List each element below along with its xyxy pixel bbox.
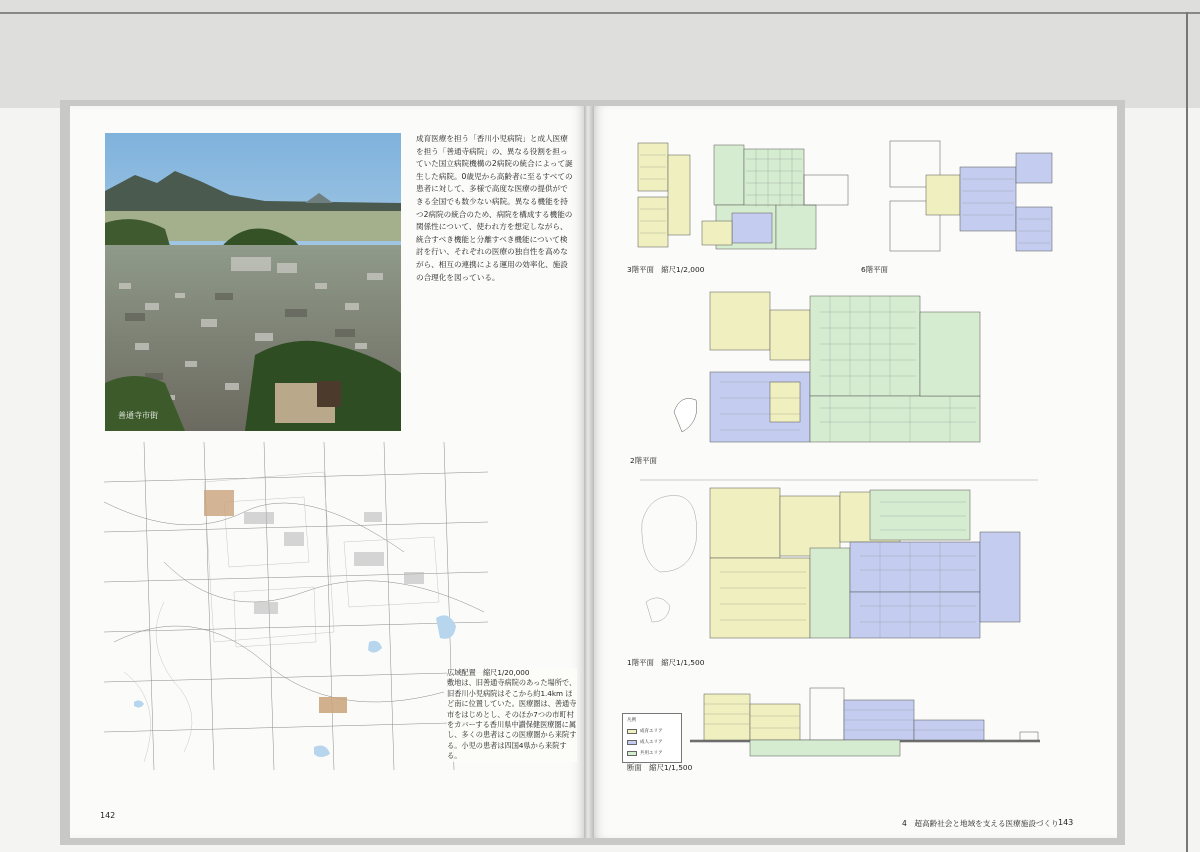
area-map xyxy=(104,442,488,770)
map-title: 広域配置 縮尺1/20,000 xyxy=(447,668,530,677)
first-floor-plan xyxy=(640,472,1038,652)
plan-label-6f: 6階平面 xyxy=(861,265,888,274)
map-note xyxy=(447,668,577,762)
legend-item-adult: 成人エリア xyxy=(627,739,663,745)
legend-item-shared: 共用エリア xyxy=(627,750,663,756)
scanner-edge-line-vertical xyxy=(1186,12,1188,852)
page-number-right: 143 xyxy=(1058,818,1074,827)
plan-label-2f: 2階平面 xyxy=(630,456,657,465)
aerial-photo xyxy=(105,133,401,431)
book-gutter xyxy=(584,106,594,838)
plan-label-3f: 3階平面 縮尺1/2,000 xyxy=(627,265,705,274)
legend-title: 凡例 xyxy=(627,718,636,723)
photo-caption: 善通寺市街 xyxy=(118,411,158,420)
plan-label-section: 断面 縮尺1/1,500 xyxy=(627,763,693,772)
building-section xyxy=(690,680,1040,762)
third-floor-plan xyxy=(636,135,852,257)
legend-item-child: 成育エリア xyxy=(627,728,663,734)
page-number-left: 142 xyxy=(100,811,116,820)
sixth-floor-plan xyxy=(886,135,1058,257)
legend-swatch-shared xyxy=(627,751,637,756)
map-description: 敷地は、旧善通寺病院のあった場所で、旧香川小児病院はそこから約1.4km ほど南に位置していた。医療圏は、善通寺市をはじめとし、そのほか7つの市町村をカバーする香川県中讃保健医療圏に属し、多くの患者はこの医療圏から来院する。小児の患者は四国4県から来院する。 xyxy=(447,678,577,761)
intro-paragraph: 成育医療を担う「香川小児病院」と成人医療を担う「善通寺病院」の、異なる役割を担っていた国立病院機構の2病院の統合によって誕生した病院。0歳児から高齢者に至るすべての患者に対して、多様で高度な医療の提供ができる全国でも数少ない病院。異なる機能を持つ2病院の統合のため、病院を構成する機能の関係性について、使われ方を想定しながら、統合すべき機能と分離すべき機能について検討を行い、それぞれの医療の独自性を高めながら、相互の連携による運用の効率化、施設の合理化を図っている。 xyxy=(416,134,573,282)
chapter-label: 4 超高齢社会と地域を支える医療施設づくり xyxy=(902,819,1059,828)
legend-swatch-child xyxy=(627,729,637,734)
second-floor-plan xyxy=(670,282,992,448)
scan-background xyxy=(0,0,1200,108)
legend-swatch-adult xyxy=(627,740,637,745)
legend xyxy=(622,713,682,763)
scanner-edge-line xyxy=(0,12,1200,14)
plan-label-1f: 1階平面 縮尺1/1,500 xyxy=(627,658,705,667)
